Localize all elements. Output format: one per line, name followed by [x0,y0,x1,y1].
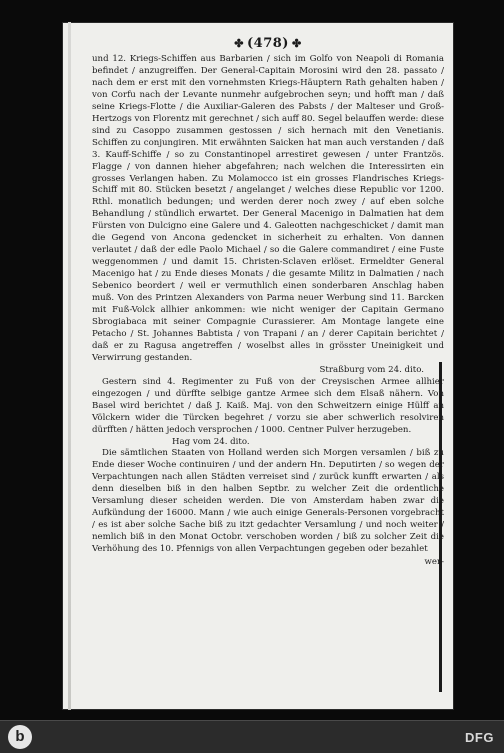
dateline-hag: Hag vom 24. dito. [172,436,250,447]
viewer-badge[interactable]: b [8,725,32,749]
page-header [92,36,444,51]
catchword: wer- [424,557,444,568]
dateline-strasburg: Straßburg vom 24. dito. [319,364,424,375]
page-content [92,36,444,567]
document-page [62,22,454,710]
paragraph-venice: und 12. Kriegs-Schiffen aus Barbarien / sich im Golfo von Neapoli di Romania befindet / anzugreiffen. Der General-Capitain Morosini wird den 28. passato / nach dem er erst mit den vornehmsten Kriegs-Häuptern Rath gehalten haben / von Corfu nach der Levante nunmehr aufgebrochen seyn; und hofft man / daß seine Kriegs-Flotte / die Auxiliar-Galeren des Pabsts / der Malteser und Groß-Hertzogs von Florentz mit gerechnet / sich auff 80. Segel belauffen werde: diese sind zu Casoppo zusammen gestossen / sich hernach mit den Venetianis. Schiffen zu conjungiren. Mit erwähnten Saicken hat man auch verstanden / daß 3. Kauff-Schiffe / so zu Constantinopel arrestiret gewesen / unter Frantzös. Flagge / von dannen hieher abgefahren; nach welchen die Interessirten ein grosses Verlangen haben. Zu Molamocco ist ein grosses Flandrisches Kriegs-Schiff mit 80. Stücken besetzt / angelanget / welches diese Republic vor 1200. Rthl. monatlich bedungen; und werden derer noch zwey / auf eben solche Behandlung / stündlich erwartet. Der General Macenigo in Dalmatien hat dem Fürsten von Dulcigno eine Galere und 4. Galeotten nachgeschicket / damit man die Gegend von Ancona gedencket in sicherheit zu erhalten. Von dannen verlautet / daß der edle Paolo Michael / so die Galere commandiret / eine Fuste weggenommen / und damit 15. Christen-Sclaven erlöset. Ermeldter General Macenigo hat / zu Ende dieses Monats / die gesamte Militz in Dalmatien / nach Sebenico beordert / weil er vermuthlich einen sonderbaren Anschlag haben muß. Von des Printzen Alexanders von Parma neuer Werbung sind 11. Barcken mit Fuß-Volck allhier ankommen: wie nicht weniger der Capitain Germano Sbrogiabaca mit seiner Compagnie Curassierer. Am Montage langete eine Petacho / St. Johannes Babtista / von Trapani / an / derer Capitain berichtet / daß er zu Ragusa angetreffen / woselbst alles in grösster Uneinigkeit und Verwirrung gestanden. [92,54,444,363]
article-text [92,54,444,556]
ornament-right-icon: ✤ [291,37,302,50]
ornament-left-icon: ✤ [234,37,245,50]
page-edge-shadow [68,22,71,710]
page-number: (478) [247,36,289,51]
paragraph-strasburg: Gestern sind 4. Regimenter zu Fuß von der Creysischen Armee allhier eingezogen / und dürffte selbige gantze Armee sich dem Elsaß nähern. Von Basel wird berichtet / daß J. Kaiß. Maj. von den Schweitzern einige Hülff an Völckern wider die Türcken begehret / vorzu sie aber schwerlich resolviren dürfften / hätten jedoch versprochen / 1000. Centner Pulver herzugeben. [92,376,444,435]
dfg-logo: DFG [465,730,494,745]
paragraph-hag: Die sämtlichen Staaten von Holland werden sich Morgen versamlen / biß zu Ende dieser Woche continuiren / und der andern Hn. Deputirten / so wegen der Verpachtungen nach allen Städten verreiset sind / zurück kunfft erwarten / als denn dieselben biß in den halben Septbr. zu welcher Zeit die ordentliche Versamlung dieser scheiden werden. Die von Amsterdam haben zwar die Aufkündung der 16000. Mann / wie auch einige Generals-Personen vorgebracht / es ist aber solche Sache biß zu itzt gedachter Versamlung / und noch weiter / nemlich biß in den Monat Octobr. verschoben worden / biß zu solcher Zeit die Verhöhung des 10. Pfennigs von allen Verpachtungen gegeben oder bezahlet [92,448,444,555]
viewer-footer [0,720,504,753]
